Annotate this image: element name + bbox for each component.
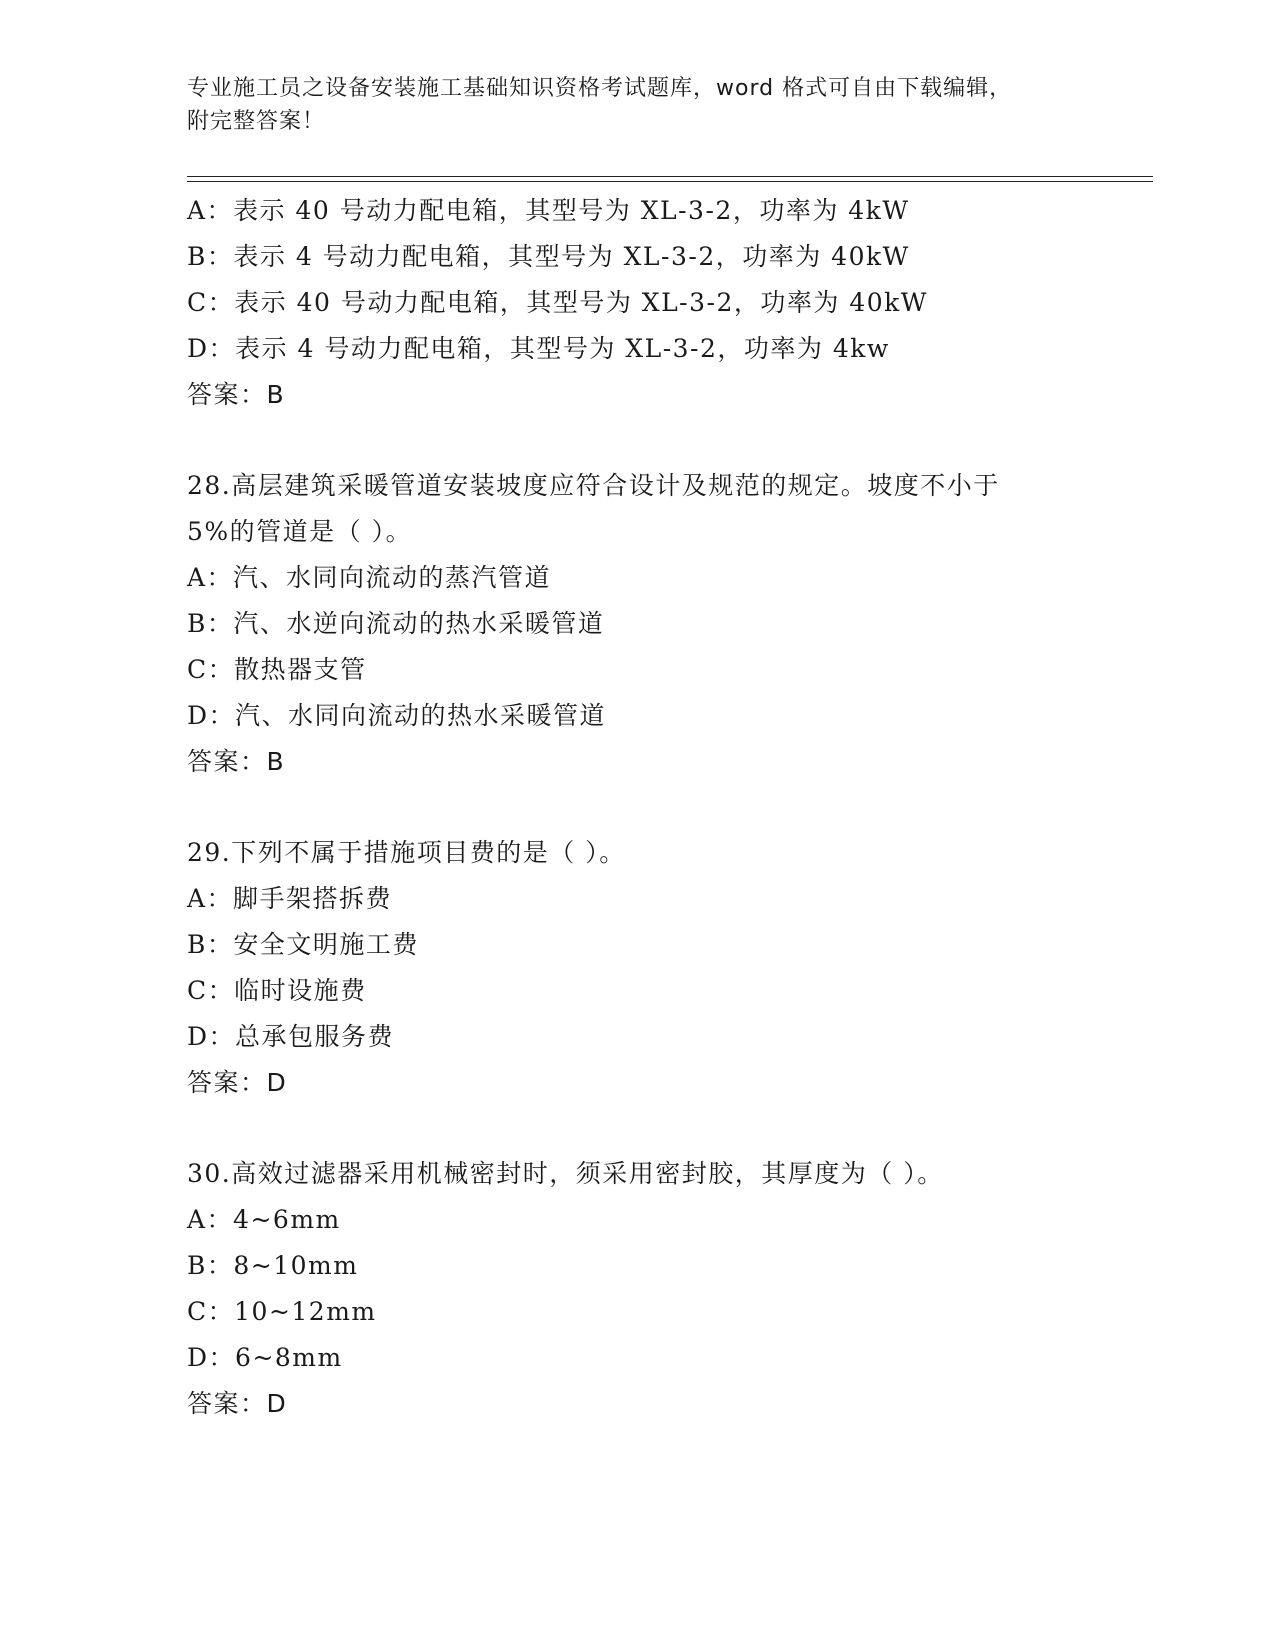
answer-line: 答案：B — [187, 380, 286, 409]
option-a: A：汽、水同向流动的蒸汽管道 — [187, 563, 552, 592]
question-list — [187, 188, 1153, 1427]
option-d: D：汽、水同向流动的热水采暖管道 — [187, 701, 607, 730]
option-a: A：表示 40 号动力配电箱，其型号为 XL-3-2，功率为 4kW — [187, 196, 910, 225]
option-b: B：安全文明施工费 — [187, 930, 419, 959]
answer-line: 答案：D — [187, 1389, 288, 1418]
question-30 — [187, 1151, 1153, 1427]
document-header — [187, 72, 1087, 138]
option-c: C：临时设施费 — [187, 976, 367, 1005]
question-text: 29.下列不属于措施项目费的是（ ）。 — [187, 838, 626, 867]
question-text: 30.高效过滤器采用机械密封时，须采用密封胶，其厚度为（ ）。 — [187, 1159, 944, 1188]
option-d: D：表示 4 号动力配电箱，其型号为 XL-3-2，功率为 4kw — [187, 334, 890, 363]
answer-line: 答案：B — [187, 747, 286, 776]
header-divider-bottom — [187, 181, 1153, 182]
header-line-1: 专业施工员之设备安装施工基础知识资格考试题库，word 格式可自由下载编辑， — [187, 76, 1013, 101]
option-c: C：10~12mm — [187, 1297, 377, 1326]
header-divider-top — [187, 176, 1153, 177]
option-c: C：表示 40 号动力配电箱，其型号为 XL-3-2，功率为 40kW — [187, 288, 928, 317]
option-b: B：汽、水逆向流动的热水采暖管道 — [187, 609, 605, 638]
header-line-2: 附完整答案！ — [187, 109, 326, 134]
question-29 — [187, 830, 1153, 1106]
question-27 — [187, 188, 1153, 418]
option-d: D：总承包服务费 — [187, 1022, 395, 1051]
option-b: B：表示 4 号动力配电箱，其型号为 XL-3-2，功率为 40kW — [187, 242, 910, 271]
option-b: B：8~10mm — [187, 1251, 359, 1280]
spacer — [187, 1106, 1153, 1151]
spacer — [187, 785, 1153, 830]
answer-line: 答案：D — [187, 1068, 288, 1097]
option-a: A：4~6mm — [187, 1205, 341, 1234]
option-c: C：散热器支管 — [187, 655, 367, 684]
question-text-line-1: 28.高层建筑采暖管道安装坡度应符合设计及规范的规定。坡度不小于 — [187, 471, 1000, 500]
question-text-line-2: 5%的管道是（ ）。 — [187, 517, 413, 546]
spacer — [187, 418, 1153, 463]
option-d: D：6~8mm — [187, 1343, 343, 1372]
option-a: A：脚手架搭拆费 — [187, 884, 393, 913]
question-28 — [187, 463, 1153, 785]
